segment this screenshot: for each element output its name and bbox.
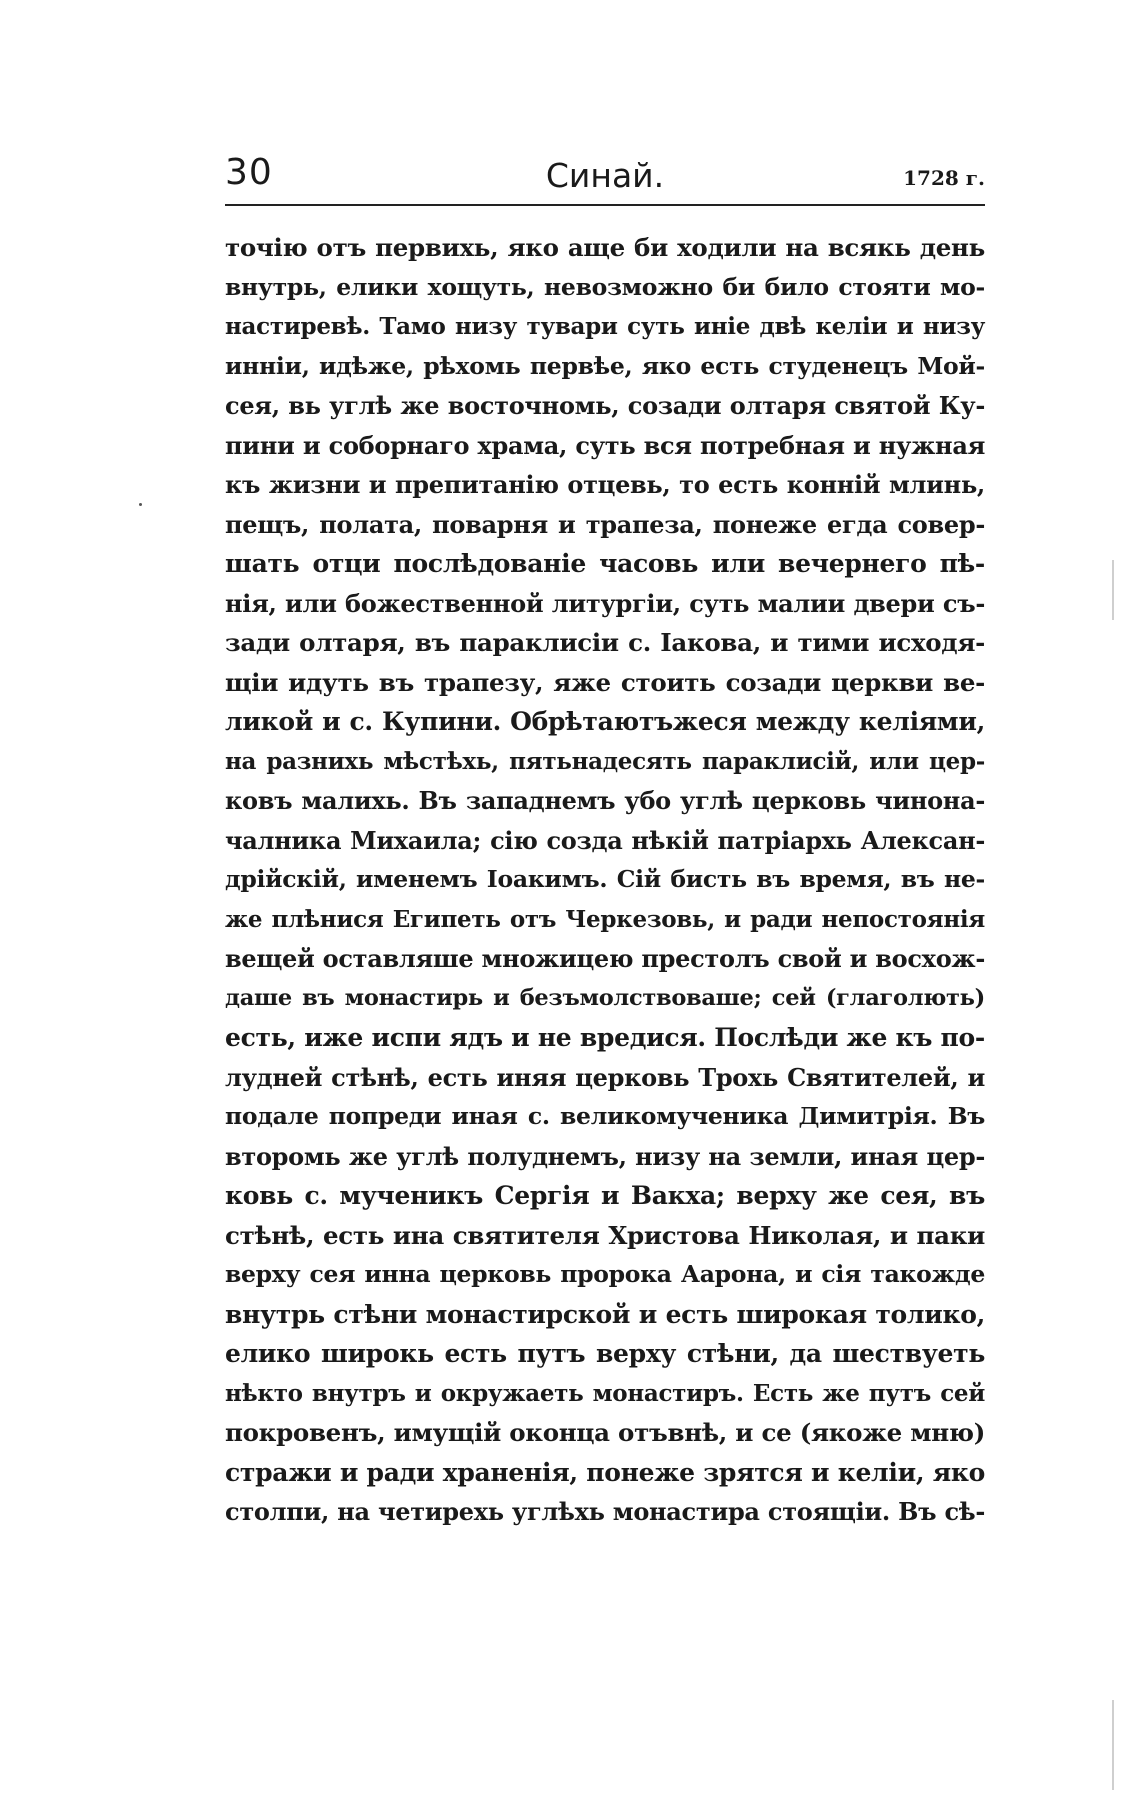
text-line: ковь с. мученикъ Сергія и Вакха; верху же сея, въ <box>225 1181 985 1210</box>
text-line: сея, вь углѣ же восточномь, созади олтаря святой Ку- <box>225 391 985 420</box>
text-line: подале попреди иная с. великомученика Димитрія. Въ <box>225 1102 985 1130</box>
text-line: къ жизни и препитанію отцевь, то есть конній млинь, <box>225 470 985 499</box>
text-line: елико широкь есть путъ верху стѣни, да шествуеть <box>225 1339 985 1368</box>
running-title: Синай. <box>545 156 665 195</box>
ink-speck <box>139 503 142 506</box>
text-line: ковъ малихь. Въ западнемъ убо углѣ церковь чинона- <box>225 786 985 815</box>
text-line: лудней стѣнѣ, есть иняя церковь Трохь Святителей, и <box>225 1062 985 1092</box>
scan-edge-mark <box>1112 560 1114 620</box>
text-line: настиревѣ. Тамо низу тувари суть иніе двѣ келіи и низу <box>225 313 985 340</box>
text-line: столпи, на четирехь углѣхь монастира стоящіи. Въ сѣ- <box>225 1497 985 1526</box>
text-line: верху сея инна церковь пророка Аарона, и сія такожде <box>225 1260 985 1288</box>
text-line: инніи, идѣже, рѣхомь первѣе, яко есть студенецъ Мой- <box>225 351 985 380</box>
text-line: вещей оставляше множицею престолъ свой и восхож- <box>225 944 985 973</box>
text-line: даше въ монастирь и безъмолствоваше; сей (глаголють) <box>225 984 985 1011</box>
text-line: нія, или божественной литургіи, суть малии двери съ- <box>225 588 985 618</box>
text-line: есть, иже испи ядъ и не вредися. Послѣди же къ по- <box>225 1023 985 1052</box>
header-rule <box>225 204 985 206</box>
text-line: второмь же углѣ полуднемъ, низу на земли, иная цер- <box>225 1141 985 1171</box>
text-line: щіи идуть въ трапезу, яже стоить созади церкви ве- <box>225 667 985 697</box>
text-line: шать отци послѣдованіе часовь или вечернего пѣ- <box>225 549 985 578</box>
text-line: стражи и ради храненія, понеже зрятся и келіи, яко <box>225 1457 985 1487</box>
body-text <box>225 228 985 1532</box>
page-number: 30 <box>225 152 273 193</box>
text-line: стѣнѣ, есть ина святителя Христова Николая, и паки <box>225 1220 985 1250</box>
scan-edge-mark <box>1112 1700 1114 1790</box>
text-line: чалника Михаила; сію созда нѣкій патріархь Алексан- <box>225 825 985 855</box>
running-head <box>225 150 985 210</box>
text-line: пещъ, полата, поварня и трапеза, понеже егда совер- <box>225 509 985 539</box>
text-line: на разнихь мѣстѣхь, пятьнадесять параклисій, или цер- <box>225 747 985 775</box>
text-line: точію отъ первихь, яко аще би ходили на всякь день <box>225 233 985 262</box>
text-line: внутрь, елики хощуть, невозможно би било стояти мо- <box>225 272 985 301</box>
running-year: 1728 г. <box>903 166 985 190</box>
text-line: же плѣнися Египеть отъ Черкезовь, и ради непостоянія <box>225 905 985 933</box>
text-line: покровенъ, имущій оконца отъвнѣ, и се (якоже мню) <box>225 1418 985 1447</box>
text-line: ликой и с. Купини. Обрѣтаютъжеся между келіями, <box>225 707 985 736</box>
text-line: дрійскій, именемъ Іоакимъ. Сій бисть въ время, въ не- <box>225 865 985 893</box>
text-line: пини и соборнаго храма, суть вся потребная и нужная <box>225 430 985 460</box>
text-line: нѣкто внутръ и окружаеть монастиръ. Есть же путъ сей <box>225 1379 985 1407</box>
text-line: внутрь стѣни монастирской и есть широкая толико, <box>225 1299 985 1329</box>
text-line: зади олтаря, въ параклисіи с. Іакова, и тими исходя- <box>225 628 985 657</box>
